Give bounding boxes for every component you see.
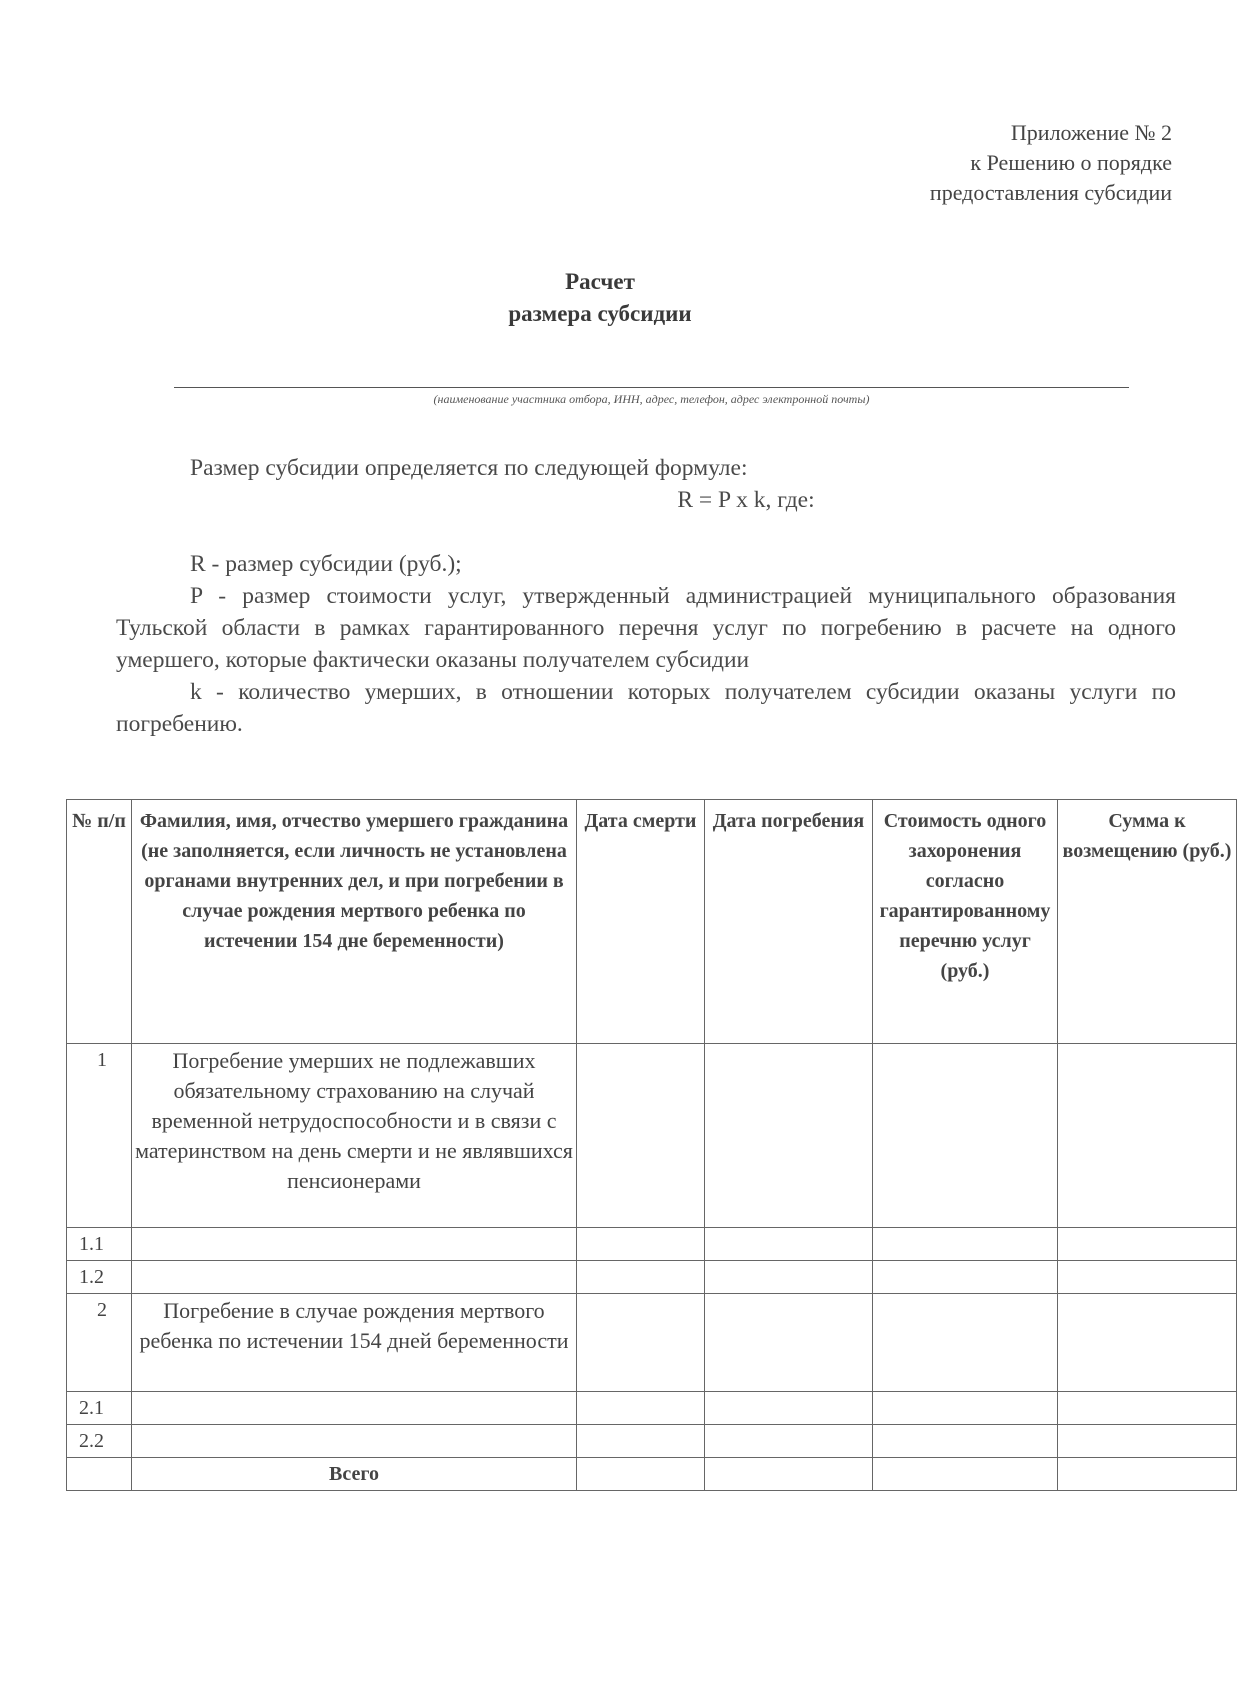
cell-burial-date <box>705 1425 873 1458</box>
cell-death-date <box>577 1458 705 1491</box>
participant-name-line <box>174 387 1129 388</box>
cell-burial-date <box>705 1392 873 1425</box>
document-title <box>0 266 1200 330</box>
title-line-1: Расчет <box>565 269 635 294</box>
formula-intro: Размер субсидии определяется по следующей формуле: <box>190 455 748 481</box>
table-row <box>67 1261 1237 1294</box>
cell-burial-cost <box>873 1261 1058 1294</box>
header-burial-date: Дата погребения <box>705 800 873 1044</box>
k-definition: k - количество умерших, в отношении которых получателем субсидии оказаны услуги по погребению. <box>116 679 1176 737</box>
p-definition: P - размер стоимости услуг, утвержденный администрацией муниципального образования Тульской области в рамках гарантированного перечня услуг по погребению в расчете на одного умершего, которые фактически оказаны получателем субсидии <box>116 583 1176 673</box>
cell-burial-cost <box>873 1228 1058 1261</box>
cell-death-date <box>577 1228 705 1261</box>
table-total-row <box>67 1458 1237 1491</box>
cell-reimbursement <box>1058 1228 1237 1261</box>
cell-death-date <box>577 1044 705 1228</box>
participant-caption: (наименование участника отбора, ИНН, адрес, телефон, адрес электронной почты) <box>433 392 870 406</box>
row-number: 2.2 <box>67 1425 132 1458</box>
cell-reimbursement <box>1058 1392 1237 1425</box>
r-definition: R - размер субсидии (руб.); <box>190 551 462 577</box>
row-description <box>132 1228 577 1261</box>
cell-burial-date <box>705 1261 873 1294</box>
header-reimbursement: Сумма к возмещению (руб.) <box>1058 800 1237 1044</box>
row-number: 1.2 <box>67 1261 132 1294</box>
formula: R = P x k, где: <box>677 487 815 513</box>
cell-burial-cost <box>873 1425 1058 1458</box>
table-row <box>67 1392 1237 1425</box>
cell-reimbursement <box>1058 1425 1237 1458</box>
appendix-subject: предоставления субсидии <box>929 180 1172 205</box>
appendix-number: Приложение № 2 <box>1010 120 1172 145</box>
header-number: № п/п <box>67 800 132 1044</box>
title-line-2: размера субсидии <box>508 301 692 326</box>
row-description <box>132 1261 577 1294</box>
cell-burial-date <box>705 1228 873 1261</box>
header-full-name: Фамилия, имя, отчество умершего гражданина (не заполняется, если личность не установлена органами внутренних дел, и при погребении в случае рождения мертвого ребенка по истечении 154 дне беременности) <box>132 800 577 1044</box>
total-label: Всего <box>132 1458 577 1491</box>
appendix-header <box>930 118 1172 208</box>
cell-burial-cost <box>873 1458 1058 1491</box>
cell-death-date <box>577 1294 705 1392</box>
row-number <box>67 1458 132 1491</box>
table-header-row <box>67 800 1237 1044</box>
table-row <box>67 1294 1237 1392</box>
row-description <box>132 1392 577 1425</box>
row-number: 1 <box>67 1044 132 1228</box>
cell-burial-date <box>705 1458 873 1491</box>
cell-burial-date <box>705 1044 873 1228</box>
cell-death-date <box>577 1261 705 1294</box>
cell-burial-cost <box>873 1294 1058 1392</box>
table-row <box>67 1044 1237 1228</box>
cell-reimbursement <box>1058 1261 1237 1294</box>
header-burial-cost: Стоимость одного захоронения согласно гарантированному перечню услуг (руб.) <box>873 800 1058 1044</box>
cell-reimbursement <box>1058 1044 1237 1228</box>
row-number: 2 <box>67 1294 132 1392</box>
row-description: Погребение в случае рождения мертвого ребенка по истечении 154 дней беременности <box>132 1294 577 1392</box>
row-number: 2.1 <box>67 1392 132 1425</box>
row-number: 1.1 <box>67 1228 132 1261</box>
cell-death-date <box>577 1425 705 1458</box>
formula-description <box>116 452 1176 740</box>
header-death-date: Дата смерти <box>577 800 705 1044</box>
cell-reimbursement <box>1058 1458 1237 1491</box>
calculation-table <box>66 799 1237 1491</box>
table-row <box>67 1425 1237 1458</box>
cell-burial-cost <box>873 1044 1058 1228</box>
row-description <box>132 1425 577 1458</box>
row-description: Погребение умерших не подлежавших обязательному страхованию на случай временной нетрудоспособности и в связи с материнством на день смерти и не являвшихся пенсионерами <box>132 1044 577 1228</box>
cell-death-date <box>577 1392 705 1425</box>
cell-reimbursement <box>1058 1294 1237 1392</box>
cell-burial-date <box>705 1294 873 1392</box>
calculation-table-wrapper <box>66 799 1232 1491</box>
table-row <box>67 1228 1237 1261</box>
appendix-decision: к Решению о порядке <box>970 150 1172 175</box>
cell-burial-cost <box>873 1392 1058 1425</box>
